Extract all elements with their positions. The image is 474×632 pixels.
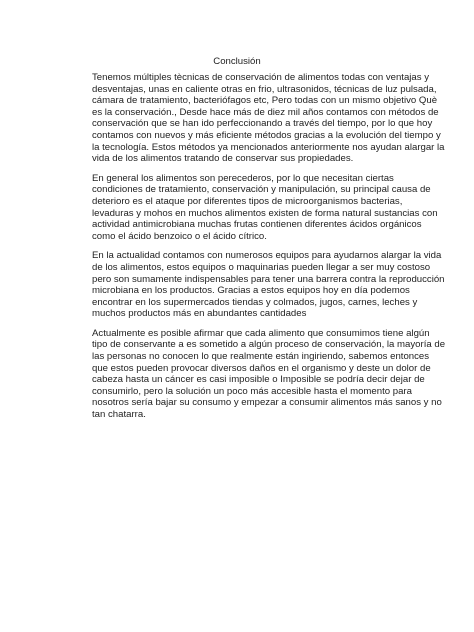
document-body — [92, 72, 446, 429]
text-line: condiciones de tratamiento, conservación y manipulación, su principal causa de — [92, 184, 431, 196]
text-line: deterioro es el ataque por diferentes tipos de microorganismos bacterias, — [92, 195, 403, 207]
document-title: Conclusión — [213, 56, 261, 67]
paragraph-1 — [92, 72, 445, 165]
text-line: cabeza hasta un cáncer es casi imposible o Imposible se podría decir dejar de — [92, 374, 425, 386]
text-line: como el ácido benzoico o el ácido cítrico. — [92, 230, 267, 242]
text-line: vida de los alimentos tratando de conservar sus propiedades. — [92, 153, 354, 165]
text-line: En general los alimentos son perecederos, por lo que necesitan ciertas — [92, 172, 394, 184]
text-line: las personas no conocen lo que realmente están ingiriendo, sabemos entonces — [92, 351, 430, 363]
text-line: nosotros sería bajar su consumo y empezar a consumir alimentos más sanos y no — [92, 397, 442, 409]
text-line: tan chatarra. — [92, 409, 146, 421]
text-line: muchos productos más en abundantes cantidades — [92, 308, 307, 320]
text-line: de los alimentos, estos equipos o maquinarias pueden llegar a ser muy costoso — [92, 261, 431, 273]
text-line: conservación que se han ido perfeccionando a través del tiempo, por lo que hoy — [92, 118, 433, 130]
text-line: consumirlo, pero la solución un poco más accesible hasta el momento para — [92, 385, 412, 397]
text-line: es la conservación., Desde hace más de diez mil años contamos con métodos de — [92, 106, 439, 118]
text-line: Tenemos múltiples tècnicas de conservación de alimentos todas con ventajas y — [92, 72, 430, 83]
text-line: tipo de conservante a es sometido a algún proceso de conservación, la mayoría de — [92, 339, 446, 351]
text-line: cámara de tratamiento, bacteriófagos etc, Pero todas con un mismo objetivo Què — [92, 95, 438, 107]
text-line: que estos pueden provocar diversos daños en el organismo y deste un dolor de — [92, 362, 431, 374]
text-line: levaduras y mohos en muchos alimentos existen de forma natural sustancias con — [92, 207, 438, 219]
paragraph-4 — [92, 327, 446, 421]
paragraph-3 — [92, 250, 445, 320]
text-line: microbiana en los productos. Gracias a estos equipos hoy en día podemos — [92, 285, 410, 297]
text-line: desventajas, unas en caliente otras en frio, ultrasonidos, técnicas de luz pulsada, — [92, 83, 437, 95]
text-line: pero son sumamente indispensables para tener una barrera contra la reproducción — [92, 273, 445, 285]
text-line: actividad antimicrobiana muchas frutas contienen diferentes ácidos orgánicos — [92, 219, 422, 231]
text-line: encontrar en los supermercados tiendas y colmados, jugos, carnes, leches y — [92, 296, 418, 308]
paragraph-2 — [92, 172, 438, 243]
text-line: la tecnología. Estos métodos ya mencionados anteriormente nos ayudan alargar la — [92, 141, 445, 153]
text-line: En la actualidad contamos con numerosos equipos para ayudarnos alargar la vida — [92, 250, 442, 262]
text-line: contamos con nuevos y más eficiente métodos gracias a la evolución del tiempo y — [92, 129, 441, 141]
text-line: Actualmente es posible afirmar que cada alimento que consumimos tiene algún — [92, 327, 430, 339]
